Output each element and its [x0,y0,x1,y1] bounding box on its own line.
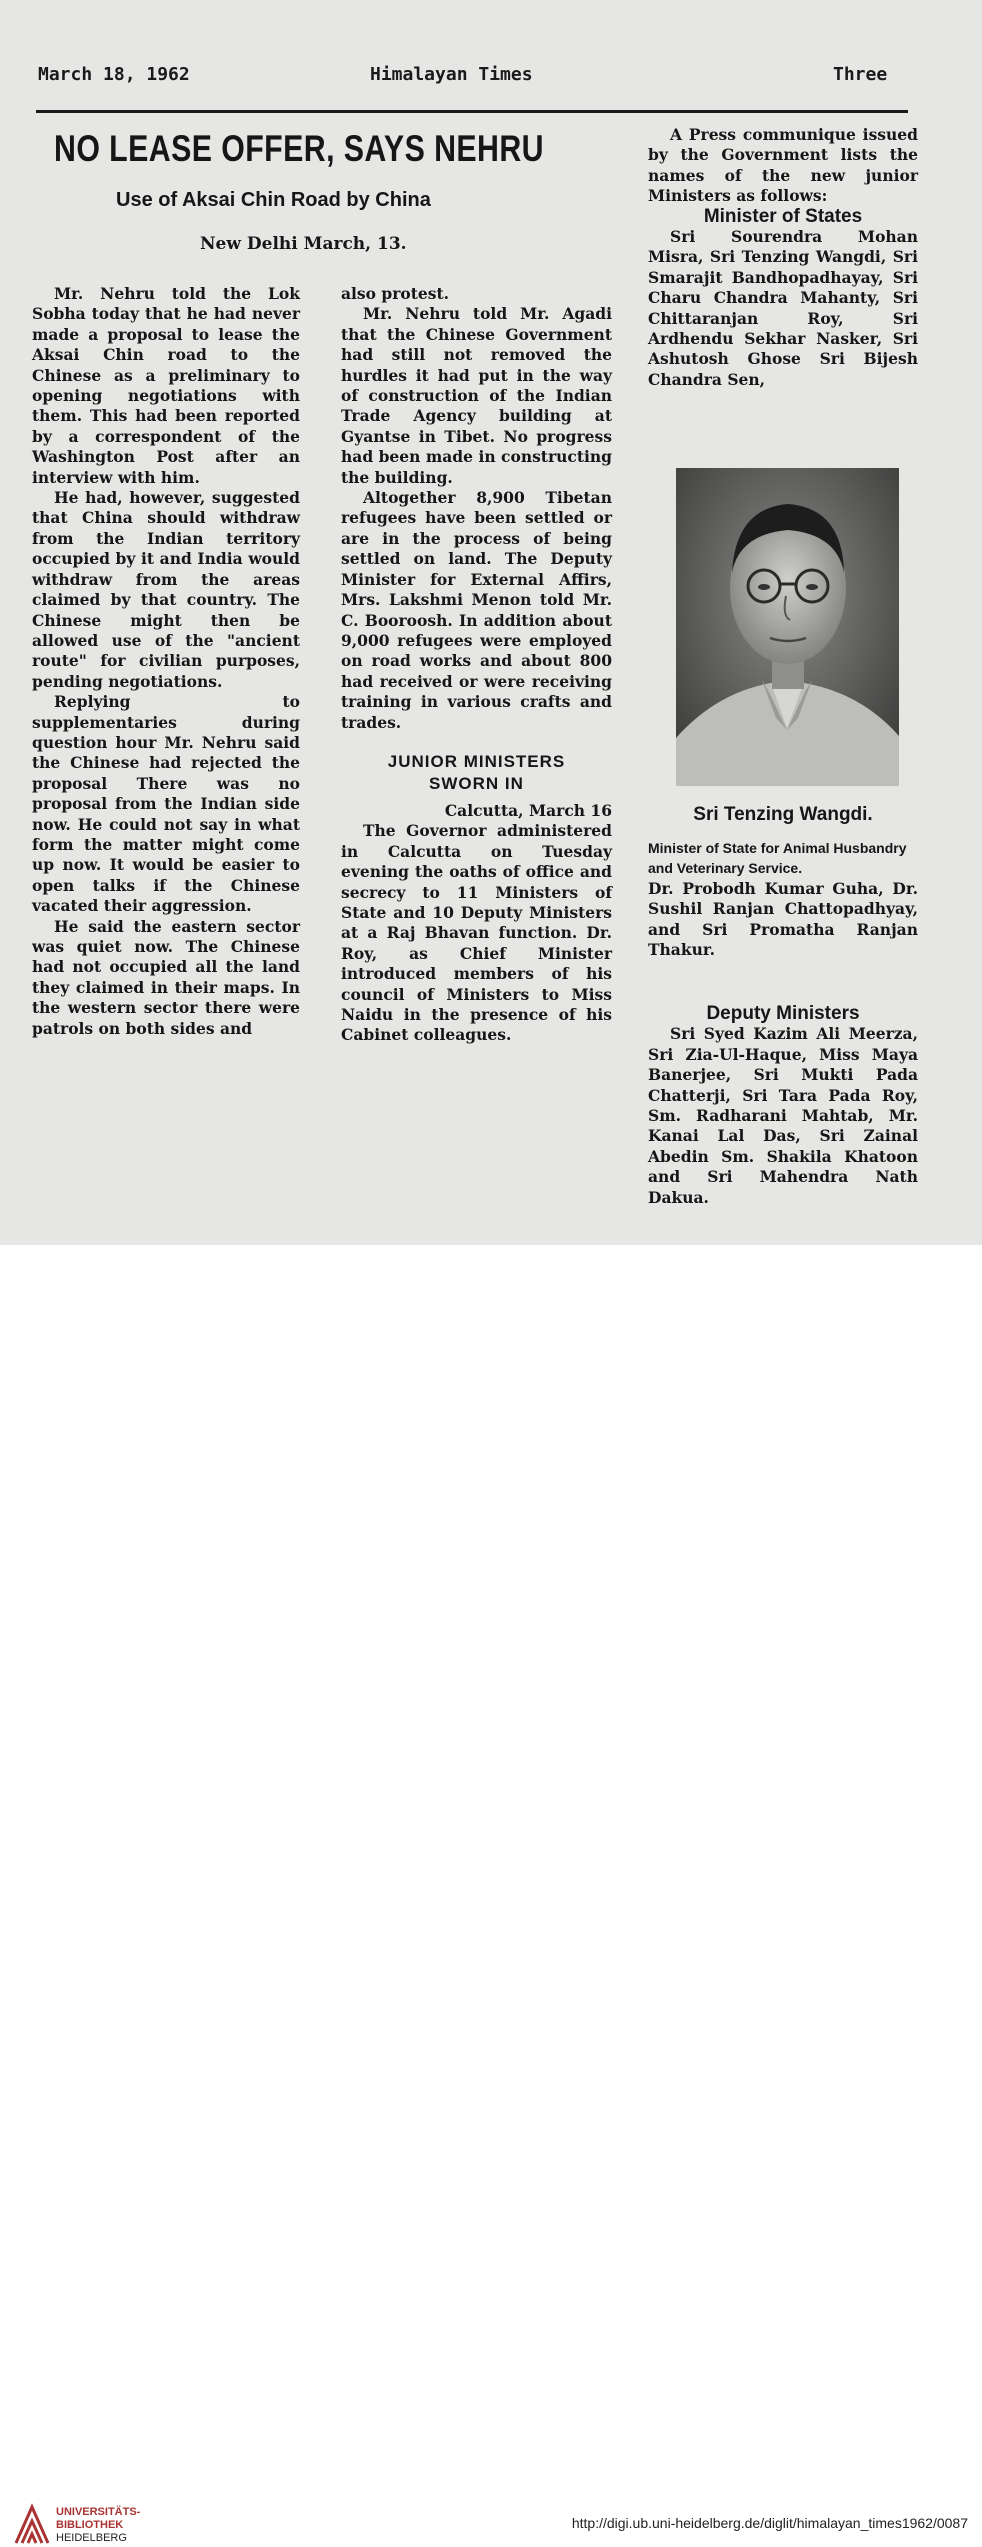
ministers-list: Sri Sourendra Mohan Misra, Sri Tenzing Wangdi, Sri Smarajit Bandhopadhayay, Sri Charu Chandra Mahanty, Sri Chittaranjan Roy, Sri Ardhendu Sekhar Nasker, Sri Ashutosh Ghose Sri Bijesh Chandra Sen, [648,227,918,389]
article-headline: NO LEASE OFFER, SAYS NEHRU [54,128,545,169]
article-paragraph: Mr. Nehru told Mr. Agadi that the Chinese Government had still not removed the hurdles it had put in the way of construction of the Indian Trade Agency building at Gyantse in Tibet. No progress had been made in constructing the building. [341,304,612,487]
junior-headline [341,751,612,795]
header-rule [36,110,908,113]
article-paragraph: Mr. Nehru told the Lok Sobha today that he had never made a proposal to lease the Aksai Chin road to the Chinese as a preliminary to opening negotiations with them. This had been reported by a correspondent of the Washington Post after an interview with him. [32,284,300,487]
photo-caption: Sri Tenzing Wangdi. [693,804,873,825]
article-column-1 [32,284,300,1039]
article-column-2 [341,284,612,1046]
deputy-heading: Deputy Ministers [706,1003,860,1024]
article-continuation: also protest. [341,284,450,303]
header-paper-name: Himalayan Times [370,64,533,85]
newspaper-page [0,0,982,1245]
junior-dateline: Calcutta, March 16 [444,800,612,820]
header-date: March 18, 1962 [38,64,190,85]
article-paragraph: He said the eastern sector was quiet now. The Chinese had not occupied all the land they claimed in their maps. In the western sector there were patrols on both sides and [32,916,300,1038]
junior-headline-line1: JUNIOR MINISTERS [387,751,566,771]
ministers-heading: Minister of States [703,205,863,227]
junior-body: The Governor administered in Calcutta on Tuesday evening the oaths of office and secrecy to 11 Ministers of State and 10 Deputy Ministers at a Raj Bhavan function. Dr. Roy, as Chief Minister introduced members of his council of Ministers to Miss Naidu in the presence of his Cabinet colleagues. [341,821,612,1045]
ministers-list-continued: Dr. Probodh Kumar Guha, Dr. Sushil Ranjan Chattopadhyay, and Sri Promatha Ranjan Thakur. [648,878,918,960]
junior-headline-line2: SWORN IN [429,773,524,793]
logo-line-3: HEIDELBERG [56,2532,127,2544]
deputy-list: Sri Syed Kazim Ali Meerza, Sri Zia-Ul-Haque, Miss Maya Banerjee, Sri Mukti Pada Chatterji, Sri Tara Pada Roy, Sm. Radharani Mahtab, Mr. Kanai Lal Das, Sri Zainal Abedin Sm. Shakila Khatoon and Sri Mahendra Nath Dakua. [648,1024,918,1207]
university-logo-text[interactable] [56,2506,140,2545]
article-paragraph: Replying to supplementaries during question hour Mr. Nehru said the Chinese had rejected the proposal There was no proposal from the Indian side now. He could not say in what form the matter might come up now. It would be easier to open talks if the Chinese vacated their aggression. [32,692,300,916]
header-page-number: Three [833,64,888,85]
article-column-3-bottom [648,1004,918,1208]
university-logo-icon [12,2503,52,2547]
permalink-url[interactable]: http://digi.ub.uni-heidelberg.de/diglit/himalayan_times1962/0087 [571,2515,968,2531]
article-dateline: New Delhi March, 13. [200,234,407,254]
logo-line-2: BIBLIOTHEK [56,2519,124,2531]
logo-line-1: UNIVERSITÄTS- [56,2506,141,2518]
article-column-3-mid [648,838,918,960]
junior-intro: A Press communique issued by the Government lists the names of the new junior Ministers as follows: [648,125,918,206]
photo-subcaption: Minister of State for Animal Husbandry and Veterinary Service. [648,840,907,877]
portrait-illustration [676,468,899,786]
article-paragraph: Altogether 8,900 Tibetan refugees have been settled or are in the process of being settled on land. The Deputy Minister for External Affirs, Mrs. Lakshmi Menon told Mr. C. Booroosh. In addition about 9,000 refugees were employed on road works and about 800 had received or were receiving training in various crafts and trades. [341,488,612,732]
portrait-photo [676,468,899,786]
viewer-footer [0,1245,982,2544]
article-paragraph: He had, however, suggested that China should withdraw from the Indian territory occupied by it and India would withdraw from the areas claimed by that country. The Chinese might then be allowed use of the "ancient route" for civilian purposes, pending negotiations. [32,488,300,691]
article-column-3-top [648,125,918,390]
article-subhead: Use of Aksai Chin Road by China [116,189,431,211]
